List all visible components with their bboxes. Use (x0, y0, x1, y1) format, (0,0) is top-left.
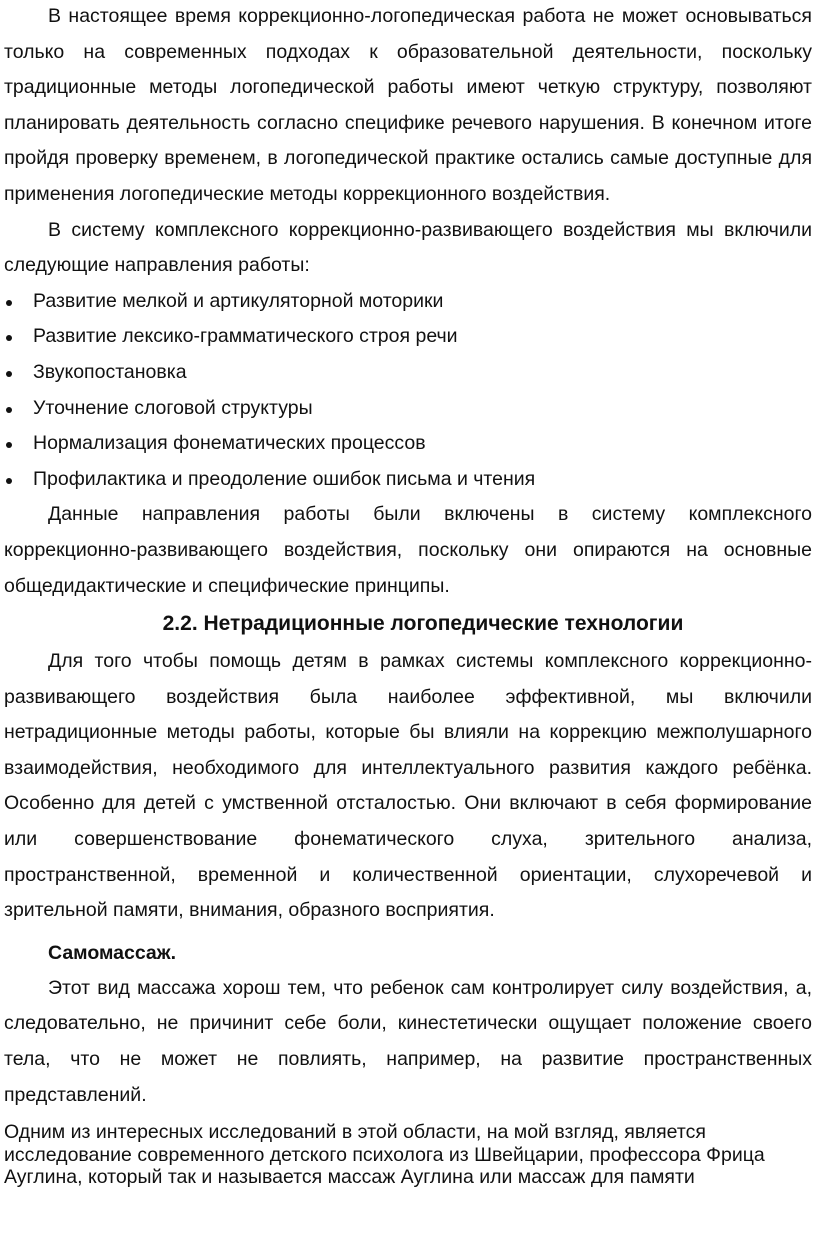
directions-list (4, 284, 812, 498)
paragraph-intro: В настоящее время коррекционно-логопедическая работа не может основываться только на современных подходах к образовательной деятельности, поскольку традиционные методы логопедической работы имеют четкую структуру, позволяют планировать деятельность согласно специфике речевого нарушения. В конечном итоге пройдя проверку временем, в логопедической практике остались самые доступные для применения логопедические методы коррекционного воздействия. (4, 5, 812, 205)
subheading-selfmassage: Самомассаж. (48, 941, 177, 964)
section-heading: 2.2. Нетрадиционные логопедические технологии (162, 612, 684, 636)
paragraph-nontraditional: Для того чтобы помощь детям в рамках системы комплексного коррекционно-развивающего воздействия была наиболее эффективной, мы включили нетрадиционные методы работы, которые бы влияли на коррекцию межполушарного взаимодействия, необходимого для интеллектуального развития каждого ребёнка. Особенно для детей с умственной отсталостью. Они включают в себя формирование или совершенствование фонематического слуха, зрительного анализа, пространственной, временной и количественной ориентации, слухоречевой и зрительной памяти, внимания, образного восприятия. (4, 650, 812, 922)
paragraph-system: В систему комплексного коррекционно-развивающего воздействия мы включили следующие направления работы: (4, 218, 812, 277)
list-item: Профилактика и преодоление ошибок письма и чтения (4, 462, 812, 498)
list-item: Нормализация фонематических процессов (4, 426, 812, 462)
list-item: Развитие мелкой и артикуляторной моторики (4, 284, 812, 320)
list-item: Уточнение слоговой структуры (4, 391, 812, 427)
paragraph-rationale: Данные направления работы были включены в систему комплексного коррекционно-развивающего воздействия, поскольку они опираются на основные общедидактические и специфические принципы. (4, 503, 812, 597)
paragraph-selfmassage: Этот вид массажа хорош тем, что ребенок сам контролирует силу воздействия, а, следовательно, не причинит себе боли, кинестетически ощущает положение своего тела, что не может не повлиять, например, на развитие пространственных представлений. (4, 976, 812, 1106)
list-item: Развитие лексико-грамматического строя речи (4, 319, 812, 355)
paragraph-research: Одним из интересных исследований в этой области, на мой взгляд, является исследование современного детского психолога из Швейцарии, профессора Фрица Ауглина, который так и называется массаж Ауглина или массаж для памяти (4, 1121, 765, 1189)
list-item: Звукопостановка (4, 355, 812, 391)
